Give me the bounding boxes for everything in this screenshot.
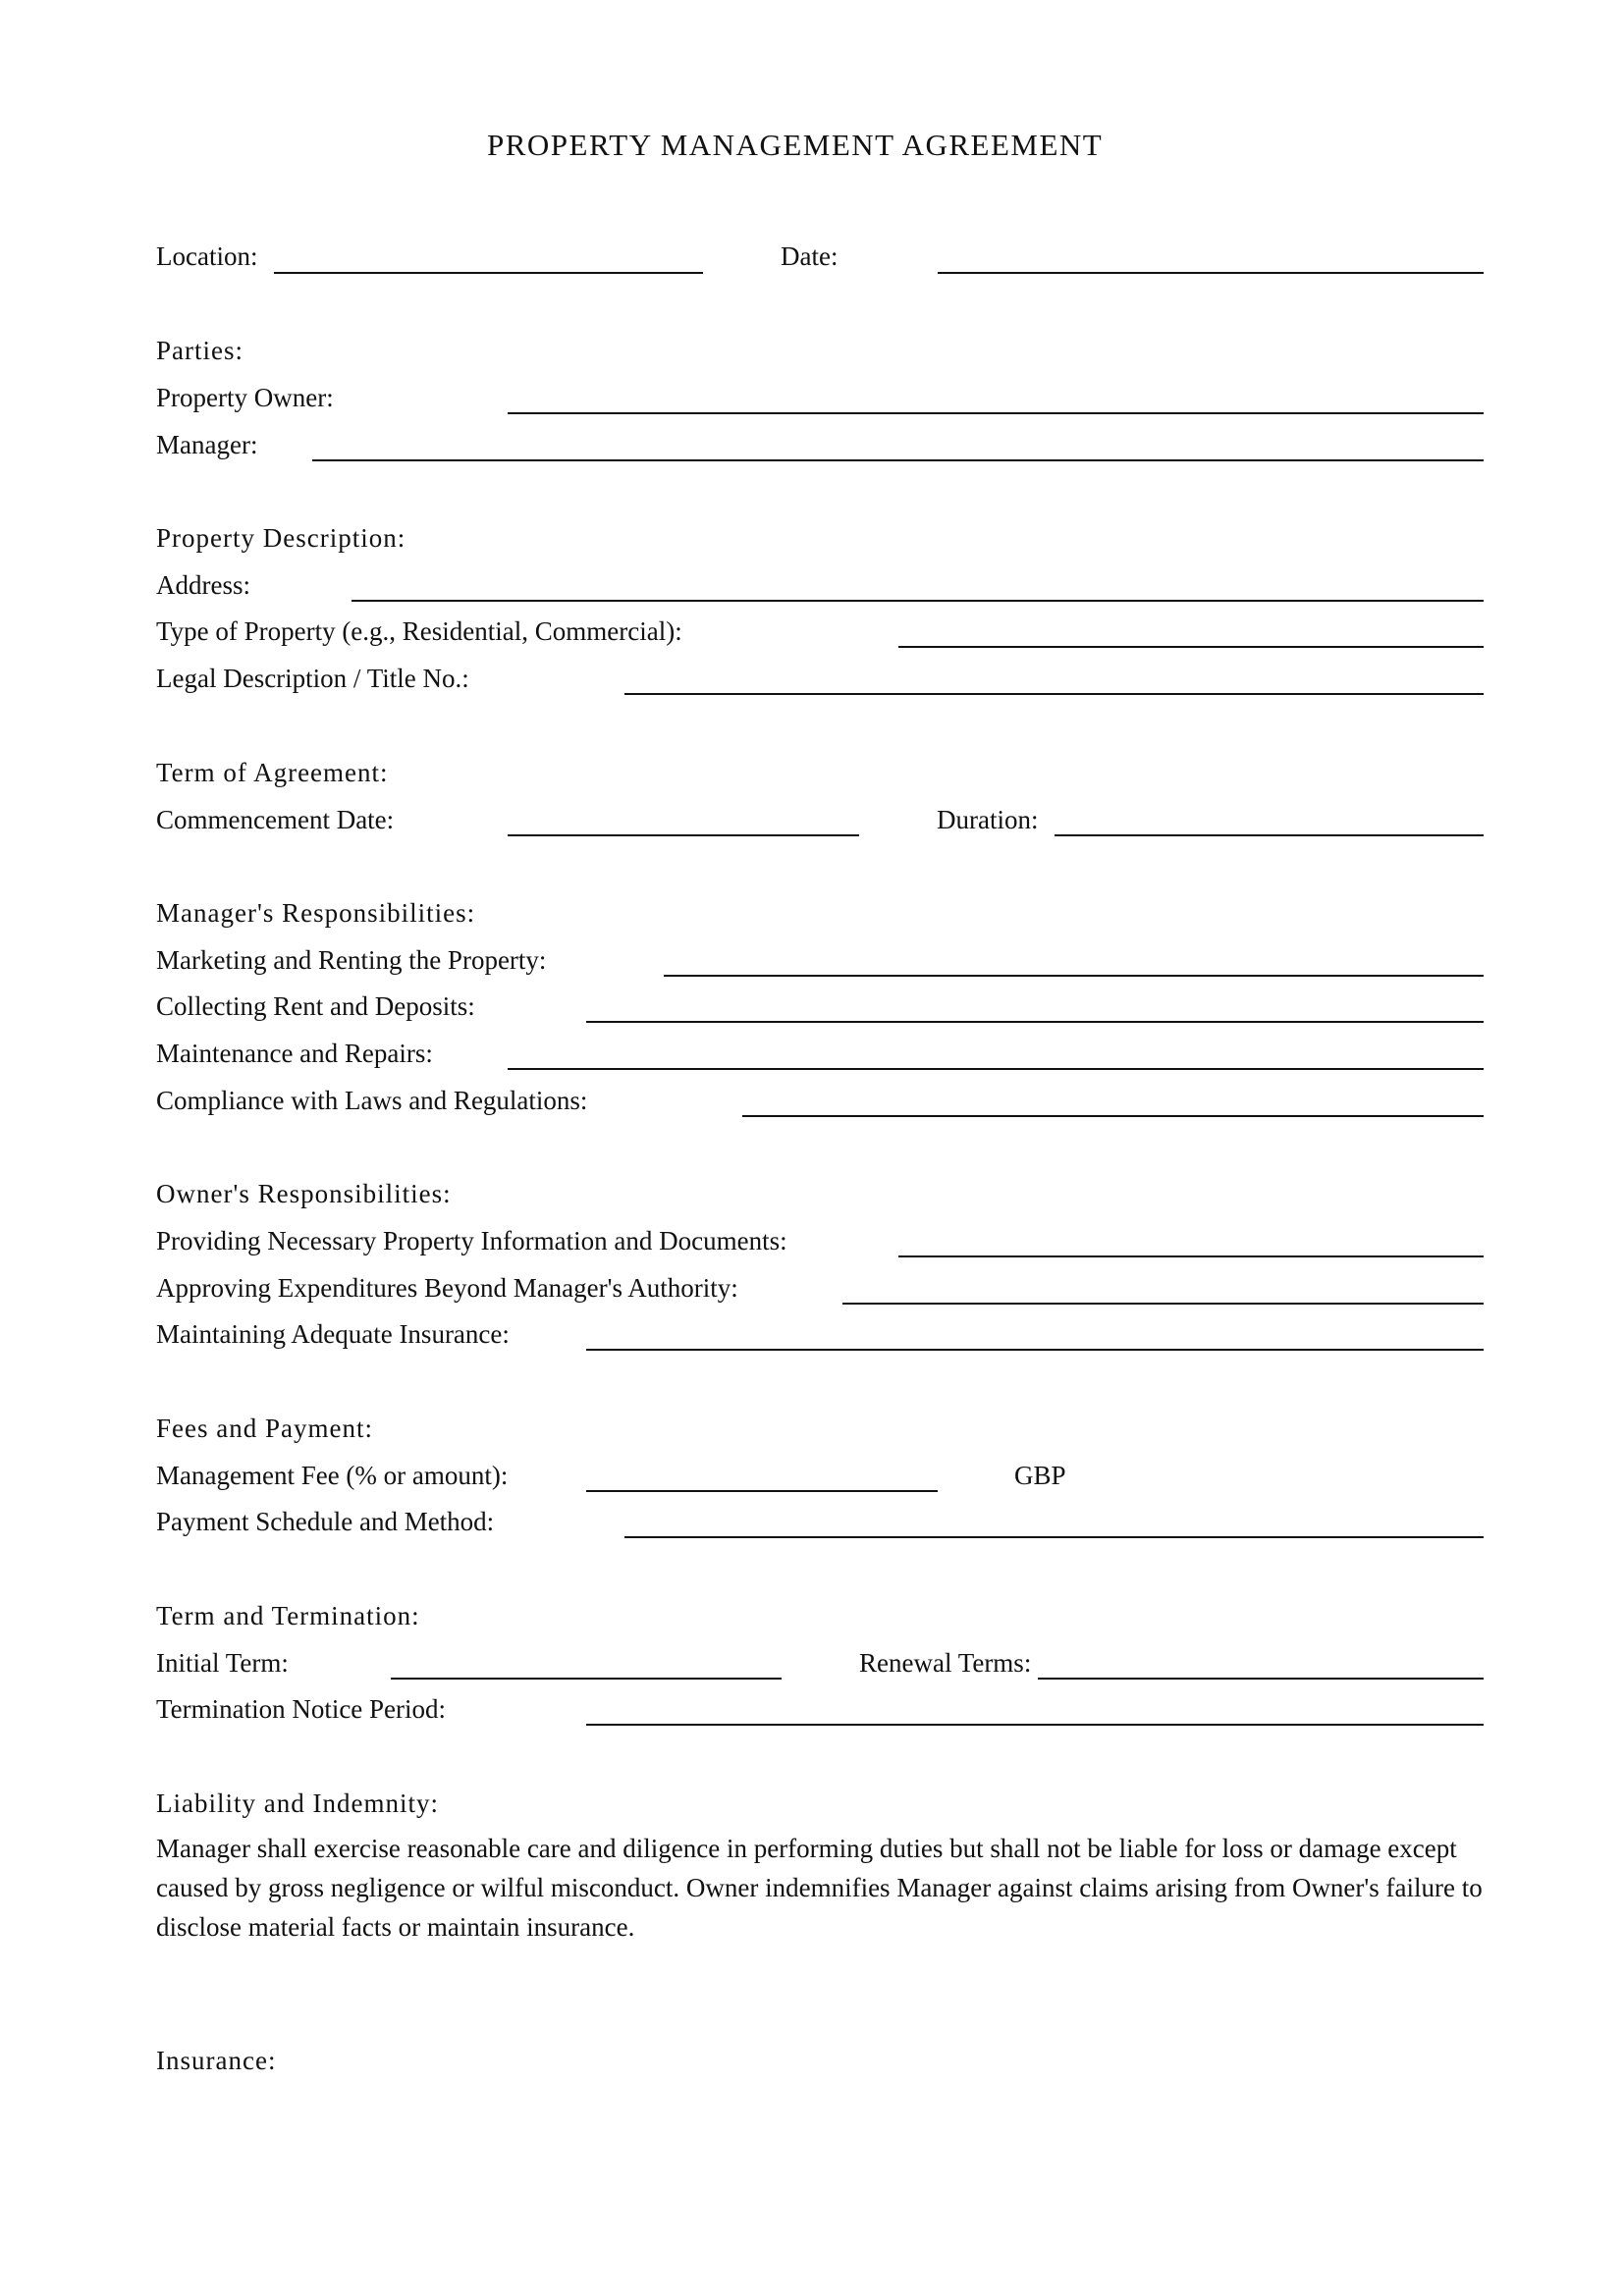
renewal-terms-label: Renewal Terms: bbox=[859, 1648, 1032, 1678]
owner-responsibilities-heading: Owner's Responsibilities: bbox=[156, 1179, 452, 1208]
liability-paragraph: Manager shall exercise reasonable care and diligence in performing duties but shall not be liable for loss or damage except caused by gross negligence or wilful misconduct. Owner indemnifies Manager against claims arising from Owner's failure to disclose material facts or maintain insurance. bbox=[156, 1834, 1483, 1942]
duration-field[interactable] bbox=[1055, 834, 1484, 836]
duration-label: Duration: bbox=[937, 805, 1039, 834]
insurance-heading: Insurance: bbox=[156, 2046, 277, 2075]
commencement-date-label: Commencement Date: bbox=[156, 805, 395, 834]
marketing-label: Marketing and Renting the Property: bbox=[156, 945, 547, 975]
property-type-field[interactable] bbox=[898, 646, 1484, 648]
property-owner-label: Property Owner: bbox=[156, 383, 334, 412]
currency-label: GBP bbox=[1014, 1461, 1066, 1490]
date-label: Date: bbox=[781, 241, 839, 271]
renewal-terms-field[interactable] bbox=[1038, 1678, 1484, 1680]
manager-field[interactable] bbox=[312, 459, 1484, 461]
approving-expenditures-field[interactable] bbox=[842, 1303, 1484, 1305]
location-label: Location: bbox=[156, 241, 258, 271]
collecting-rent-field[interactable] bbox=[586, 1021, 1484, 1023]
legal-description-label: Legal Description / Title No.: bbox=[156, 664, 469, 693]
maintenance-label: Maintenance and Repairs: bbox=[156, 1039, 433, 1068]
address-field[interactable] bbox=[352, 600, 1484, 602]
address-label: Address: bbox=[156, 570, 250, 600]
document-title: PROPERTY MANAGEMENT AGREEMENT bbox=[487, 128, 1104, 162]
management-fee-field[interactable] bbox=[586, 1490, 938, 1492]
initial-term-label: Initial Term: bbox=[156, 1648, 289, 1678]
payment-schedule-field[interactable] bbox=[624, 1536, 1484, 1538]
compliance-label: Compliance with Laws and Regulations: bbox=[156, 1086, 588, 1115]
maintaining-insurance-field[interactable] bbox=[586, 1349, 1484, 1351]
term-of-agreement-heading: Term of Agreement: bbox=[156, 758, 389, 787]
date-field[interactable] bbox=[938, 272, 1484, 274]
marketing-field[interactable] bbox=[664, 975, 1484, 977]
payment-schedule-label: Payment Schedule and Method: bbox=[156, 1507, 495, 1536]
collecting-rent-label: Collecting Rent and Deposits: bbox=[156, 991, 475, 1021]
providing-information-label: Providing Necessary Property Information and Documents: bbox=[156, 1226, 787, 1255]
property-type-label: Type of Property (e.g., Residential, Commercial): bbox=[156, 616, 682, 646]
providing-information-field[interactable] bbox=[898, 1255, 1484, 1257]
liability-heading: Liability and Indemnity: bbox=[156, 1789, 439, 1818]
property-description-heading: Property Description: bbox=[156, 523, 406, 553]
parties-heading: Parties: bbox=[156, 336, 244, 365]
termination-notice-label: Termination Notice Period: bbox=[156, 1694, 447, 1724]
legal-description-field[interactable] bbox=[624, 693, 1484, 695]
commencement-date-field[interactable] bbox=[508, 834, 859, 836]
termination-notice-field[interactable] bbox=[586, 1724, 1484, 1726]
term-termination-heading: Term and Termination: bbox=[156, 1601, 420, 1630]
approving-expenditures-label: Approving Expenditures Beyond Manager's Authority: bbox=[156, 1273, 738, 1303]
maintenance-field[interactable] bbox=[508, 1068, 1484, 1070]
compliance-field[interactable] bbox=[742, 1115, 1484, 1117]
location-field[interactable] bbox=[274, 272, 703, 274]
maintaining-insurance-label: Maintaining Adequate Insurance: bbox=[156, 1319, 510, 1349]
manager-responsibilities-heading: Manager's Responsibilities: bbox=[156, 898, 476, 928]
management-fee-label: Management Fee (% or amount): bbox=[156, 1461, 509, 1490]
property-owner-field[interactable] bbox=[508, 412, 1484, 414]
manager-label: Manager: bbox=[156, 430, 258, 459]
initial-term-field[interactable] bbox=[391, 1678, 782, 1680]
fees-payment-heading: Fees and Payment: bbox=[156, 1414, 373, 1443]
